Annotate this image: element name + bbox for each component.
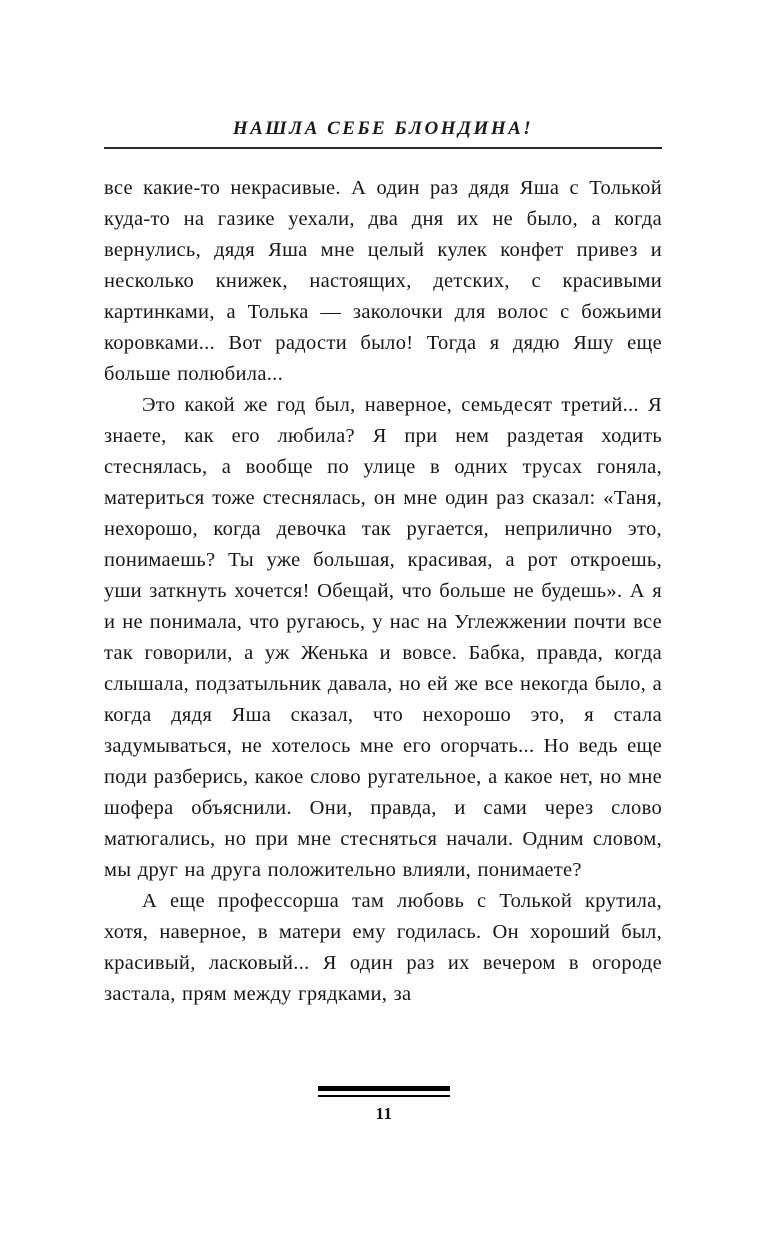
page-text <box>104 173 662 1010</box>
paragraph: все какие-то некрасивые. А один раз дядя Яша с Толькой куда-то на газике уехали, два дня их не было, а когда вернулись, дядя Яша мне целый кулек конфет привез и несколько книжек, настоящих, детских, с красивыми картинками, а Толька — заколочки для волос с божьими коровками... Вот радости было! Тогда я дядю Яшу еще больше полюбила... <box>104 177 662 385</box>
page-header <box>104 118 662 149</box>
paragraph: А еще профессорша там любовь с Толькой крутила, хотя, наверное, в матери ему годилась. Он хороший был, красивый, ласковый... Я один раз их вечером в огороде застала, прям между грядками, за <box>104 890 662 1005</box>
page-footer <box>0 1086 768 1124</box>
paragraph: Это какой же год был, наверное, семьдесят третий... Я знаете, как его любила? Я при нем раздетая ходить стеснялась, а вообще по улице в одних трусах гоняла, материться тоже стеснялась, он мне один раз сказал: «Таня, нехорошо, когда девочка так ругается, неприлично это, понимаешь? Ты уже большая, красивая, а рот откроешь, уши заткнуть хочется! Обещай, что больше не будешь». А я и не понимала, что ругаюсь, у нас на Углежжении почти все так говорили, а уж Женька и вовсе. Бабка, правда, когда слышала, подзатыльник давала, но ей же все некогда было, а когда дядя Яша сказал, что нехорошо это, я стала задумываться, не хотелось мне его огорчать... Но ведь еще поди разберись, какое слово ругательное, а какое нет, но мне шофера объяснили. Они, правда, и сами через слово матюгались, но при мне стесняться начали. Одним словом, мы друг на друга положительно влияли, понимаете? <box>104 394 662 881</box>
page-number: 11 <box>375 1104 393 1123</box>
footer-ornament-rule <box>318 1086 450 1097</box>
running-head-title: НАШЛА СЕБЕ БЛОНДИНА! <box>232 118 534 139</box>
header-rule <box>104 147 662 149</box>
